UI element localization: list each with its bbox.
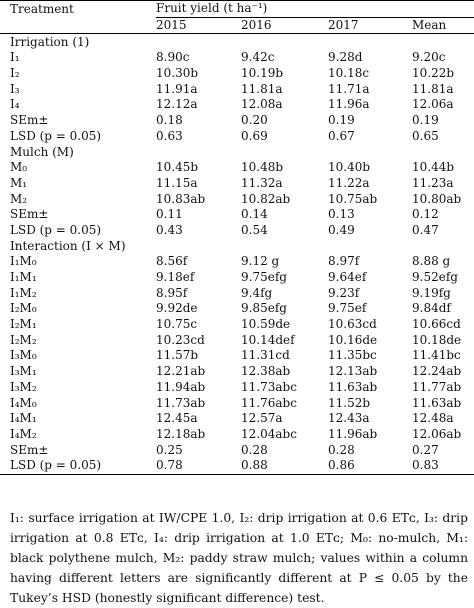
row-label: I₂M₀ xyxy=(10,301,37,316)
table-cell: 10.66cd xyxy=(412,317,461,332)
table-row xyxy=(0,66,474,82)
table-row xyxy=(0,395,474,411)
row-label: M₁ xyxy=(10,175,28,190)
table-cell: 9.42c xyxy=(241,50,275,65)
section-header-row xyxy=(0,144,474,160)
table-cell: 9.4fg xyxy=(241,285,273,300)
table-row xyxy=(0,380,474,396)
table-cell: 9.18ef xyxy=(156,270,195,285)
table-row xyxy=(0,129,474,145)
row-label: SEm± xyxy=(10,442,49,457)
table-cell: 8.97f xyxy=(328,254,360,269)
table-cell: 11.91a xyxy=(156,81,198,96)
table-row xyxy=(0,207,474,223)
table-cell: 0.14 xyxy=(241,207,268,222)
table-cell: 10.19b xyxy=(241,66,284,81)
table-cell: 9.84df xyxy=(412,301,451,316)
table-row xyxy=(0,81,474,97)
table-cell: 11.71a xyxy=(328,81,370,96)
table-cell: 0.83 xyxy=(412,458,474,474)
table-row xyxy=(0,270,474,286)
row-label: I₁M₂ xyxy=(10,285,37,300)
table-cell: 0.65 xyxy=(412,128,439,143)
table-cell: 0.78 xyxy=(156,458,241,474)
table-cell: 0.49 xyxy=(328,222,355,237)
table-cell: 0.19 xyxy=(328,113,355,128)
table-cell: 12.04abc xyxy=(241,426,297,441)
table-cell: 11.57b xyxy=(156,348,199,363)
row-label: SEm± xyxy=(10,207,49,222)
table-cell: 11.41bc xyxy=(412,348,461,363)
table-cell: 9.28d xyxy=(328,50,363,65)
row-label: I₂M₂ xyxy=(10,332,37,347)
row-label: M₂ xyxy=(10,191,28,206)
table-cell: 12.38ab xyxy=(241,364,291,379)
table-cell: 0.27 xyxy=(412,442,439,457)
table-row xyxy=(0,364,474,380)
table-row xyxy=(0,285,474,301)
table-cell: 11.76abc xyxy=(241,395,297,410)
table-cell: 11.81a xyxy=(412,81,454,96)
table-cell: 9.85efg xyxy=(241,301,287,316)
row-label: I₂M₁ xyxy=(10,317,37,332)
table-cell: 11.15a xyxy=(156,175,198,190)
table-cell: 10.14def xyxy=(241,332,295,347)
table-cell: 12.08a xyxy=(241,97,283,112)
table-cell: 0.25 xyxy=(156,442,183,457)
table-cell: 10.40b xyxy=(328,160,371,175)
table-row xyxy=(0,411,474,427)
section-header-row xyxy=(0,34,474,50)
row-label: I₁M₀ xyxy=(10,254,37,269)
section-title: Mulch (M) xyxy=(10,144,74,159)
table-cell: 0.47 xyxy=(412,222,439,237)
table-cell: 11.96ab xyxy=(328,426,378,441)
table-row xyxy=(0,427,474,443)
table-row xyxy=(0,50,474,66)
table-cell: 11.94ab xyxy=(156,379,206,394)
table-cell: 12.21ab xyxy=(156,364,206,379)
table-row xyxy=(0,442,474,458)
table-cell: 10.16de xyxy=(328,332,378,347)
table-row xyxy=(0,332,474,348)
row-label: I₃M₂ xyxy=(10,379,37,394)
table-cell: 0.28 xyxy=(328,442,355,457)
table-cell: 9.52efg xyxy=(412,270,458,285)
table-cell: 12.24ab xyxy=(412,364,462,379)
row-label: I₁M₁ xyxy=(10,270,37,285)
table-cell: 0.18 xyxy=(156,113,183,128)
year-header-2016: 2016 xyxy=(241,17,328,34)
table-cell: 10.63cd xyxy=(328,317,377,332)
footnote-text: I₁: surface irrigation at IW/CPE 1.0, I₂: drip irrigation at 0.6 ETᴄ, I₃: drip irrigation at 0.8 ETᴄ, I₄: drip irrigation at 1.0 ETᴄ; M₀: no-mulch, M₁: black polythene mulch, M₂: paddy straw mulch; values within a column having different letters are significantly different at P ≤ 0.05 by the Tukey’s HSD (honestly significant difference) test. xyxy=(10,511,468,605)
row-label: I₃ xyxy=(10,81,20,96)
table-cell: 10.45b xyxy=(156,160,199,175)
table-cell: 12.06a xyxy=(412,97,454,112)
table-cell: 11.81a xyxy=(241,81,283,96)
table-cell: 0.54 xyxy=(241,222,268,237)
table-cell: 0.63 xyxy=(156,128,183,143)
table-cell: 10.75c xyxy=(156,317,198,332)
table-cell: 8.56f xyxy=(156,254,188,269)
row-label: LSD (p = 0.05) xyxy=(0,458,156,474)
year-header-2015: 2015 xyxy=(156,17,241,34)
table-cell: 11.23a xyxy=(412,175,454,190)
table-cell: 11.35bc xyxy=(328,348,377,363)
row-label: I₄M₁ xyxy=(10,411,37,426)
row-label: I₁ xyxy=(10,50,20,65)
table-cell: 0.28 xyxy=(241,442,268,457)
table-cell: 11.73ab xyxy=(156,395,206,410)
table-cell: 10.18de xyxy=(412,332,462,347)
table-cell: 11.52b xyxy=(328,395,371,410)
section-title: Irrigation (1) xyxy=(10,34,90,49)
table-cell: 10.75ab xyxy=(328,191,378,206)
table-row xyxy=(0,97,474,113)
table-row xyxy=(0,301,474,317)
table-row xyxy=(0,223,474,239)
table-cell: 12.48a xyxy=(412,411,454,426)
table-cell: 8.90c xyxy=(156,50,190,65)
table-cell: 10.48b xyxy=(241,160,284,175)
table-cell: 9.19fg xyxy=(412,285,451,300)
table-cell: 9.92de xyxy=(156,301,198,316)
table-cell: 9.23f xyxy=(328,285,360,300)
table-cell: 10.22b xyxy=(412,66,455,81)
table-cell: 0.19 xyxy=(412,113,439,128)
row-label: I₄M₂ xyxy=(10,426,37,441)
table-cell: 8.95f xyxy=(156,285,188,300)
year-header-2017: 2017 xyxy=(328,17,412,34)
table-cell: 12.45a xyxy=(156,411,198,426)
table-cell: 12.12a xyxy=(156,97,198,112)
table-body xyxy=(0,34,474,474)
row-label: I₄M₀ xyxy=(10,395,37,410)
table-cell: 12.18ab xyxy=(156,426,206,441)
table-cell: 10.83ab xyxy=(156,191,206,206)
table-cell: 10.80ab xyxy=(412,191,462,206)
table-cell: 11.63ab xyxy=(412,395,462,410)
table-cell: 11.31cd xyxy=(241,348,290,363)
table-cell: 0.11 xyxy=(156,207,183,222)
table-cell: 0.86 xyxy=(328,458,412,474)
row-label: LSD (p = 0.05) xyxy=(10,128,102,143)
table-cell: 10.82ab xyxy=(241,191,291,206)
treatment-header: Treatment xyxy=(0,1,156,18)
table-cell: 11.22a xyxy=(328,175,370,190)
table-cell: 9.75ef xyxy=(328,301,367,316)
row-label: I₃M₀ xyxy=(10,348,37,363)
section-header-row xyxy=(0,238,474,254)
table-cell: 11.73abc xyxy=(241,379,297,394)
table-row xyxy=(0,317,474,333)
table-row xyxy=(0,458,474,474)
table-cell: 10.44b xyxy=(412,160,455,175)
table-cell: 10.30b xyxy=(156,66,199,81)
row-label: SEm± xyxy=(10,113,49,128)
table-cell: 10.23cd xyxy=(156,332,205,347)
table-cell: 12.57a xyxy=(241,411,283,426)
table-cell: 11.32a xyxy=(241,175,283,190)
table-cell: 0.69 xyxy=(241,128,268,143)
table-cell: 0.67 xyxy=(328,128,355,143)
table-cell: 0.13 xyxy=(328,207,355,222)
row-label: I₄ xyxy=(10,97,20,112)
table-cell: 12.43a xyxy=(328,411,370,426)
table-cell: 12.06ab xyxy=(412,426,462,441)
table-cell: 11.96a xyxy=(328,97,370,112)
table-cell: 8.88 g xyxy=(412,254,451,269)
mean-header: Mean xyxy=(412,17,474,34)
table-row xyxy=(0,191,474,207)
row-label: M₀ xyxy=(10,160,28,175)
table-cell: 10.18c xyxy=(328,66,370,81)
table-cell: 9.75efg xyxy=(241,270,287,285)
table-row xyxy=(0,113,474,129)
table-cell: 9.64ef xyxy=(328,270,367,285)
table-cell: 0.20 xyxy=(241,113,268,128)
table-footnote xyxy=(10,508,468,608)
table-cell: 9.12 g xyxy=(241,254,280,269)
table-cell: 12.13ab xyxy=(328,364,378,379)
row-label: I₂ xyxy=(10,66,20,81)
table-cell: 9.20c xyxy=(412,50,446,65)
table-cell: 11.63ab xyxy=(328,379,378,394)
table-cell: 0.88 xyxy=(241,458,328,474)
row-label: I₃M₁ xyxy=(10,364,37,379)
table-cell: 11.77ab xyxy=(412,379,462,394)
table-row xyxy=(0,348,474,364)
table-row xyxy=(0,160,474,176)
table-cell: 0.12 xyxy=(412,207,439,222)
table-row xyxy=(0,176,474,192)
section-title: Interaction (I × M) xyxy=(10,238,126,253)
table-cell: 0.43 xyxy=(156,222,183,237)
row-label: LSD (p = 0.05) xyxy=(10,222,102,237)
table-cell: 10.59de xyxy=(241,317,291,332)
fruit-yield-header: Fruit yield (t ha⁻¹) xyxy=(156,1,474,18)
table-row xyxy=(0,254,474,270)
